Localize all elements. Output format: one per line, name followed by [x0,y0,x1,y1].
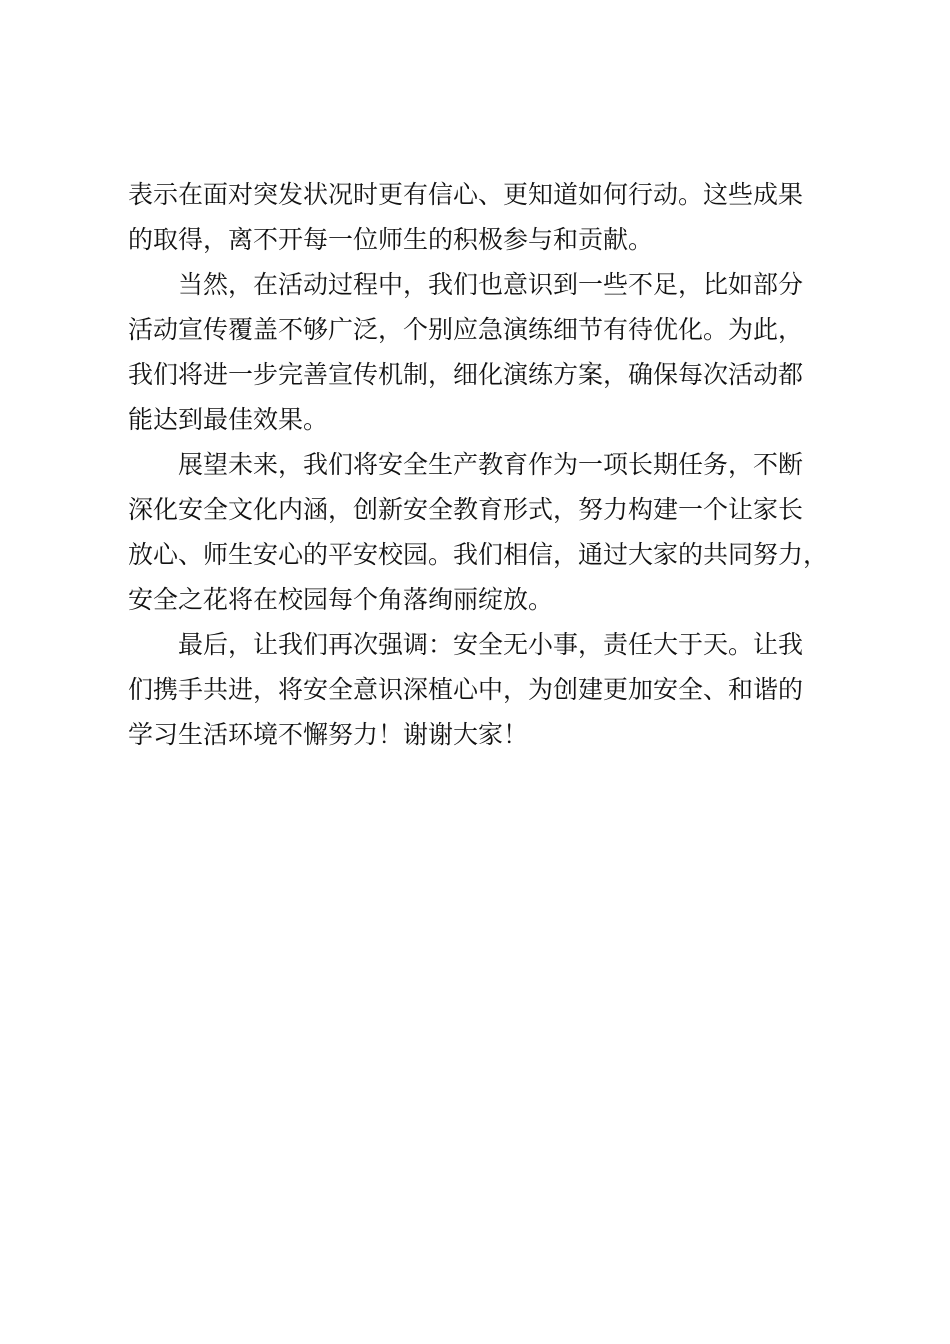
paragraph-line: 能达到最佳效果。 [128,405,329,434]
paragraph-2 [128,262,838,442]
paragraph-line: 们携手共进，将安全意识深植心中，为创建更加安全、和谐的 [128,675,804,704]
paragraph-3 [128,442,838,622]
paragraph-line: 最后，让我们再次强调：安全无小事，责任大于天。让我 [178,630,804,659]
document-body [128,172,838,757]
paragraph-line: 活动宣传覆盖不够广泛，个别应急演练细节有待优化。为此， [128,315,804,344]
paragraph-line: 表示在面对突发状况时更有信心、更知道如何行动。这些成果 [128,180,804,209]
paragraph-line: 放心、师生安心的平安校园。我们相信，通过大家的共同努力， [128,540,829,569]
paragraph-line: 学习生活环境不懈努力！谢谢大家！ [128,720,529,749]
paragraph-1 [128,172,838,262]
paragraph-line: 展望未来，我们将安全生产教育作为一项长期任务，不断 [178,450,804,479]
paragraph-line: 我们将进一步完善宣传机制，细化演练方案，确保每次活动都 [128,360,804,389]
paragraph-line: 安全之花将在校园每个角落绚丽绽放。 [128,585,554,614]
paragraph-line: 深化安全文化内涵，创新安全教育形式，努力构建一个让家长 [128,495,804,524]
paragraph-line: 当然，在活动过程中，我们也意识到一些不足，比如部分 [178,270,804,299]
paragraph-4 [128,622,838,757]
paragraph-line: 的取得，离不开每一位师生的积极参与和贡献。 [128,225,654,254]
